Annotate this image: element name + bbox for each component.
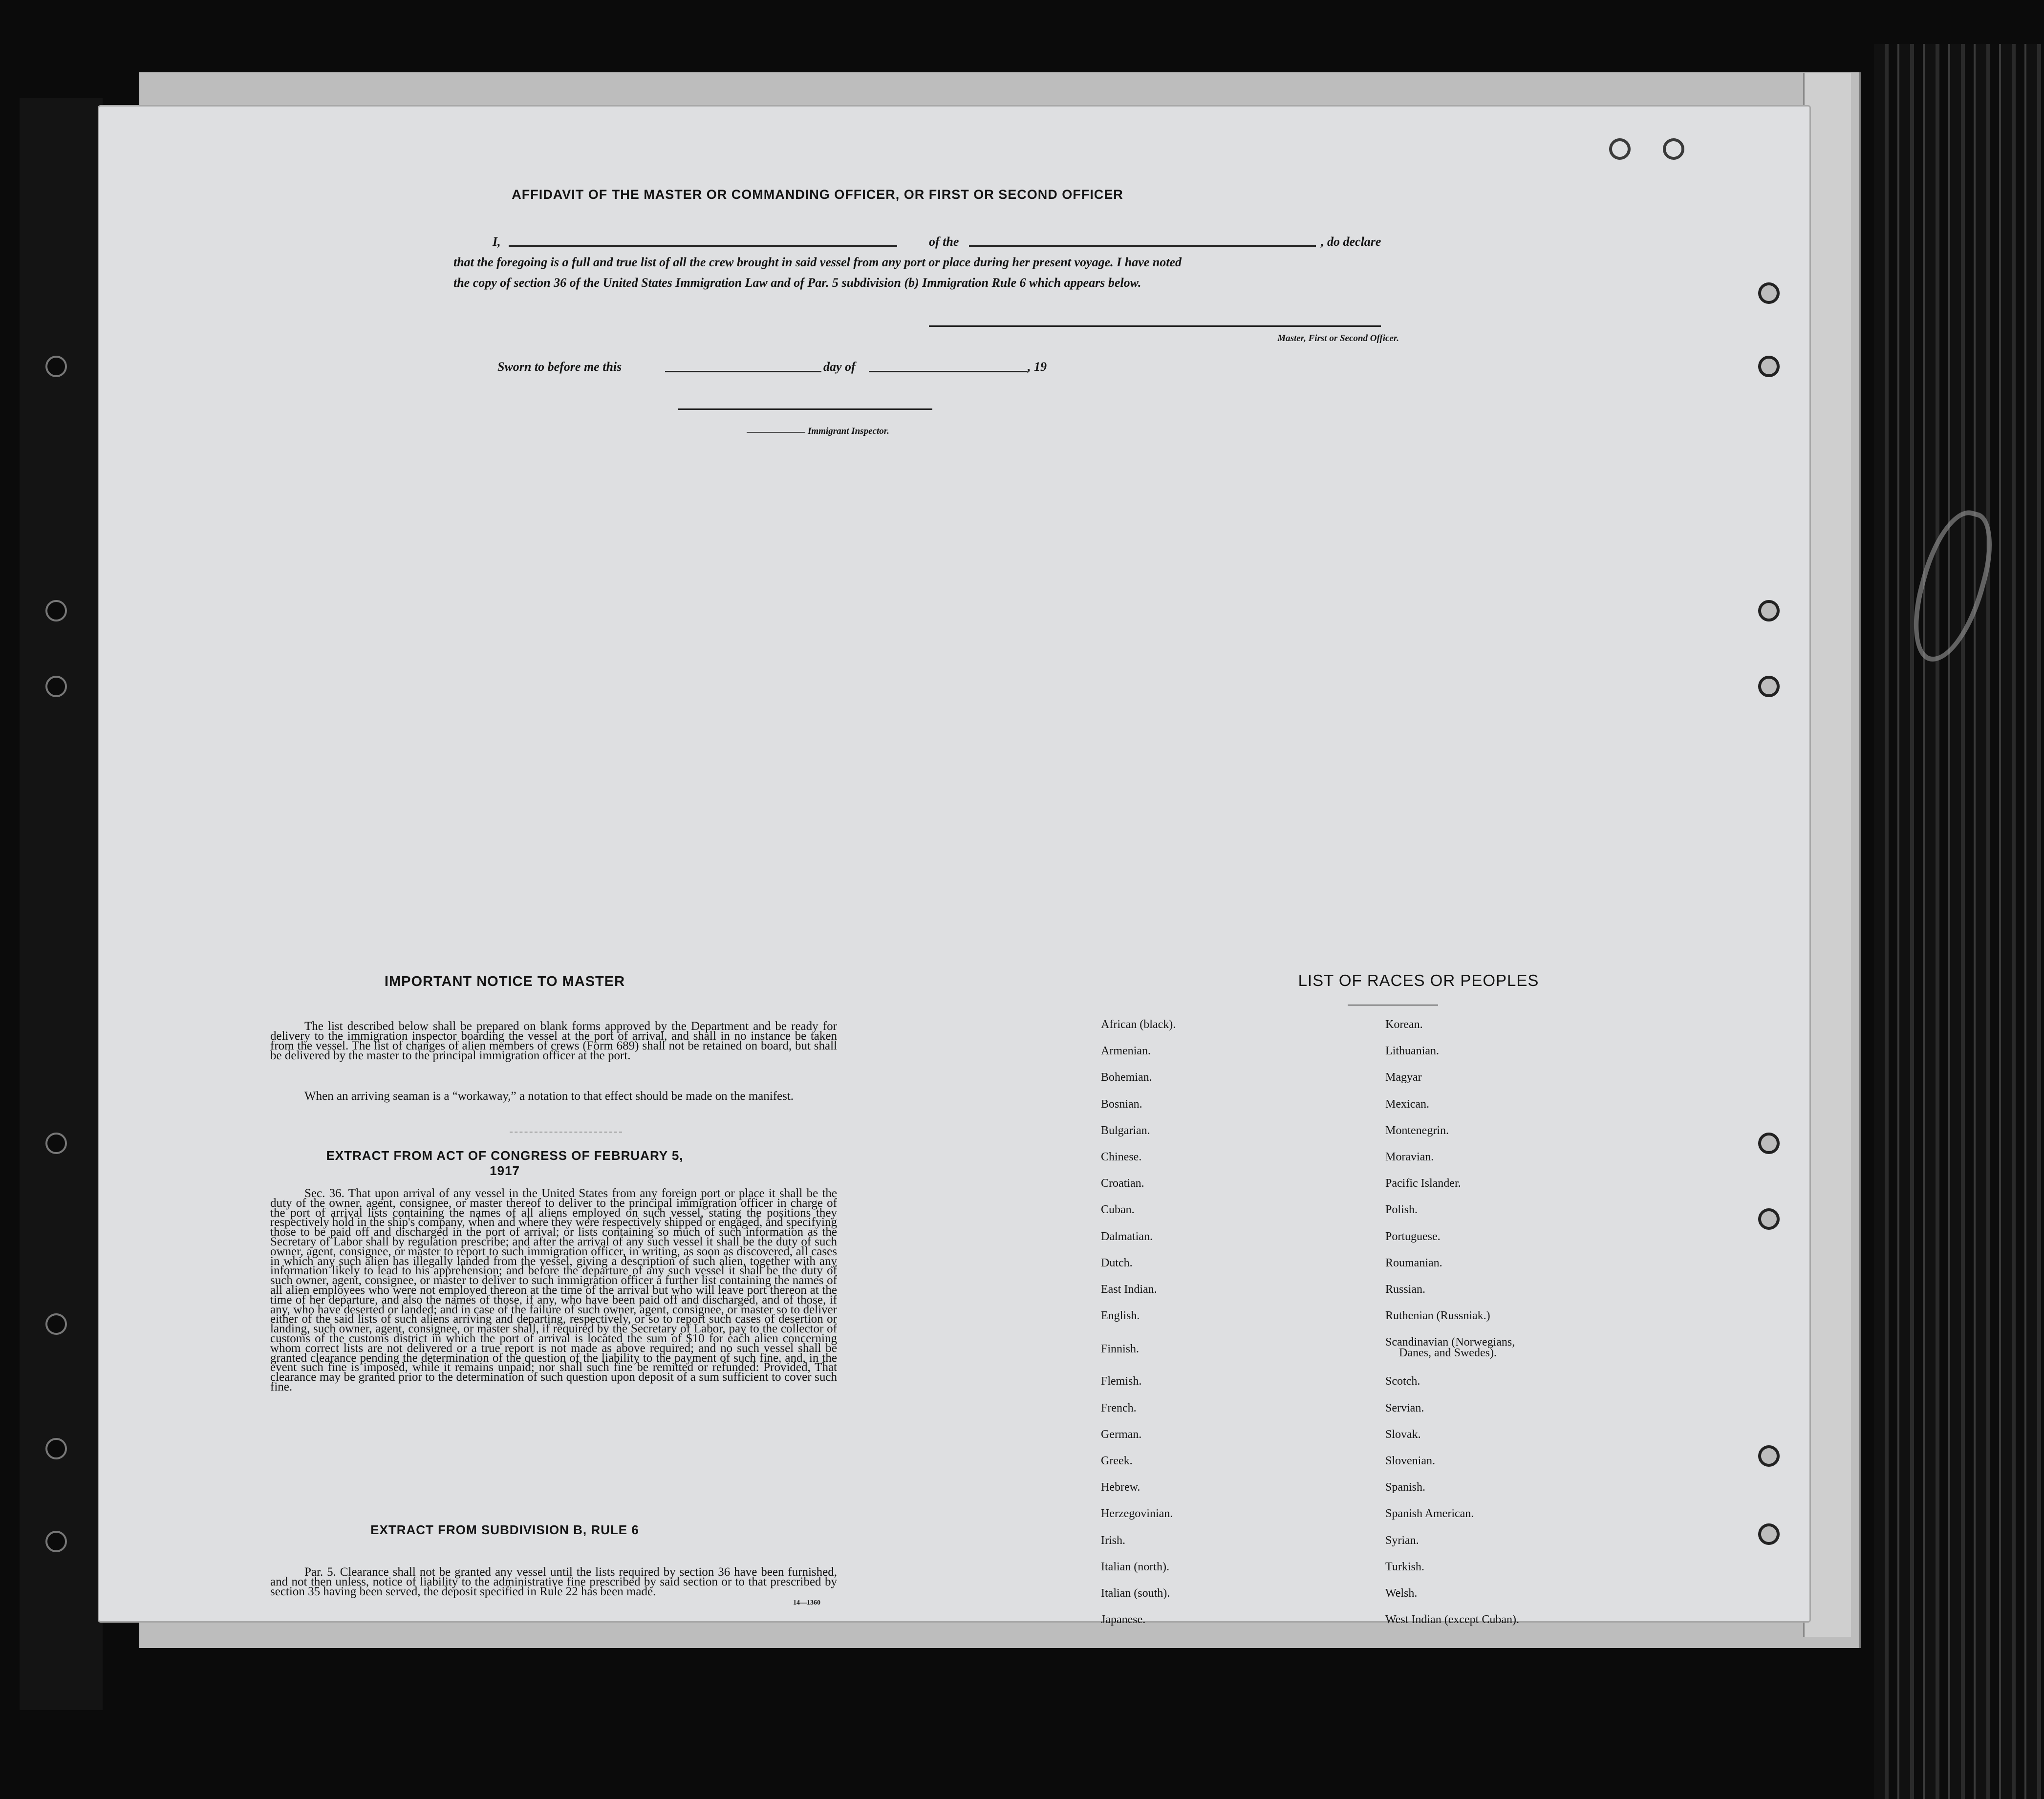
ring-hole [1758,1133,1780,1154]
race-item: Irish. [1101,1534,1125,1547]
name-blank-line [509,245,897,247]
race-item: Scotch. [1385,1375,1420,1388]
notice-title: IMPORTANT NOTICE TO MASTER [384,974,625,989]
ring-hole [1758,1523,1780,1545]
race-item: Italian (north). [1101,1560,1169,1573]
race-item: Moravian. [1385,1151,1434,1163]
race-item: Cuban. [1101,1203,1135,1217]
document-page [98,105,1811,1627]
ring-hole [1758,282,1780,304]
sworn-month-blank [869,371,1028,372]
race-item: Finnish. [1101,1343,1140,1356]
race-item: Russian. [1385,1283,1426,1296]
race-item: Mexican. [1385,1097,1429,1111]
ring-hole [1758,600,1780,621]
race-item: Italian (south). [1101,1587,1170,1600]
punch-hole [45,1438,67,1459]
race-item: Herzegovinian. [1101,1507,1173,1521]
punch-hole [45,1133,67,1154]
race-item: Croatian. [1101,1177,1144,1190]
inspector-label: Immigrant Inspector. [808,426,889,436]
race-item: Lithuanian. [1385,1045,1439,1058]
signature-line [929,325,1381,327]
race-item: Armenian. [1101,1045,1151,1058]
sworn-year: , 19 [1028,360,1047,374]
race-item: Dalmatian. [1101,1230,1153,1243]
race-item: Dutch. [1101,1256,1133,1269]
race-item-continuation: Danes, and Swedes). [1399,1347,1497,1360]
race-item: Bulgarian. [1101,1124,1150,1137]
race-item: Roumanian. [1385,1256,1442,1269]
inspector-signature-line [678,408,932,410]
affidavit-i: I, [493,235,501,249]
section-divider [510,1132,622,1133]
ring-hole [1758,1445,1780,1467]
race-item: Magyar [1385,1071,1422,1084]
race-item: French. [1101,1401,1137,1414]
race-item: African (black). [1101,1018,1176,1031]
race-item: Chinese. [1101,1151,1142,1163]
affidavit-of-the: of the [929,235,959,249]
race-item: West Indian (except Cuban). [1385,1613,1519,1627]
race-item: Pacific Islander. [1385,1177,1461,1190]
races-list-right [1385,1019,1727,1630]
races-title: LIST OF RACES OR PEOPLES [1298,971,1539,989]
race-item: East Indian. [1101,1283,1157,1296]
race-item: Japanese. [1101,1613,1146,1627]
race-item: Welsh. [1385,1587,1418,1600]
ring-hole [1758,1208,1780,1230]
punch-hole [45,676,67,697]
form-number: 14—1360 [793,1599,820,1606]
signature-label: Master, First or Second Officer. [1277,333,1399,343]
inspector-label-underline [747,432,805,433]
races-title-underline [1348,1005,1438,1006]
punch-hole [45,1313,67,1335]
extract1-text: Sec. 36. That upon arrival of any vessel in the United States from any foreign port or place it shall be the duty of the owner, agent, consignee, or master thereof to deliver to the principal immigration officer in charge of the port of arrival lists containing the names of all aliens employed on such vessel, stating the positions they respectively hold in the ship's company, when and where they were respectively shipped or engaged, and specifying those to be paid off and discharged in the port of arrival; or lists containing so much of such information as the Secretary of Labor shall by regulation prescribe; and after the arrival of any such vessel it shall be the duty of such owner, agent, consignee, or master to report to such immigration officer, in writing, as soon as discovered, all cases in which any such alien has illegally landed from the vessel, giving a description of such alien, together with any information likely to lead to his apprehension; and before the departure of any such vessel it shall be the duty of such owner, agent, consignee, or master to deliver to such immigration officer a further list containing the names of all alien employees who were not employed thereon at the time of the arrival but who will leave port thereon at the time of her departure, and also the names of those, if any, who have been paid off and discharged, and of those, if any, who have deserted or landed; and in case of the failure of such owner, agent, consignee, or master so to deliver either of the said lists of such aliens arriving and departing, respectively, or so to report such cases of desertion or landing, such owner, agent, consignee, or master shall, if required by the Secretary of Labor, pay to the collector of customs of the customs district in which the port of arrival is located the sum of $10 for each alien concerning whom correct lists are not delivered or a true report is not made as above required; and no such vessel shall be granted clearance pending the determination of the question of the liability to the payment of such fine, and, in the event such fine is imposed, while it remains unpaid; nor shall such fine be remitted or refunded: Provided, That clearance may be granted prior to the determination of such question upon deposit of a sum sufficient to cover such fine. [270,1187,837,1393]
race-item: Ruthenian (Russniak.) [1385,1309,1490,1323]
affidavit-title: AFFIDAVIT OF THE MASTER OR COMMANDING OFFICER, OR FIRST OR SECOND OFFICER [512,187,1123,202]
affidavit-line-3: the copy of section 36 of the United States Immigration Law and of Par. 5 subdivision (b) Immigration Rule 6 which appears below. [453,276,1141,290]
book-binding [1874,44,2044,1799]
race-item: Hebrew. [1101,1481,1140,1494]
race-item: Korean. [1385,1018,1423,1031]
race-item: German. [1101,1428,1142,1441]
affidavit-declare: , do declare [1321,235,1381,249]
ring-hole [1609,138,1631,160]
scan-left-edge [20,98,103,1710]
notice-paragraph-2 [270,1092,837,1101]
extract2-text: Par. 5. Clearance shall not be granted any vessel until the lists required by section 36 have been furnished, and not then unless, notice of liability to the administrative fine prescribed by said section or to that prescribed by section 35 having been served, the deposit specified in Rule 22 has been made. [270,1565,837,1598]
extract2-body [270,1567,837,1597]
race-item: Spanish American. [1385,1507,1474,1521]
punch-hole [45,1531,67,1552]
punch-hole [45,356,67,377]
sworn-day-of: day of [823,360,856,374]
race-item: Syrian. [1385,1534,1419,1547]
race-item: Turkish. [1385,1560,1424,1573]
race-item: Greek. [1101,1455,1133,1467]
extract2-title: EXTRACT FROM SUBDIVISION B, RULE 6 [370,1522,639,1537]
ring-hole [1663,138,1684,160]
race-item: Spanish. [1385,1481,1426,1494]
race-item: Bohemian. [1101,1071,1152,1084]
race-item: Portuguese. [1385,1230,1441,1243]
extract1-body [270,1189,837,1392]
sworn-text: Sworn to before me this [497,360,622,374]
race-item: English. [1101,1309,1140,1323]
ring-hole [1758,356,1780,377]
race-item: Polish. [1385,1203,1418,1217]
extract1-title: EXTRACT FROM ACT OF CONGRESS OF FEBRUARY 5, 1917 [326,1148,684,1178]
race-item: Montenegrin. [1385,1124,1449,1137]
vessel-blank-line [969,245,1316,247]
ring-hole [1758,676,1780,697]
race-item: Slovak. [1385,1428,1421,1441]
notice-paragraph-1 [270,1022,837,1061]
sworn-day-blank [665,371,821,372]
race-item: Scandinavian (Norwegians, [1385,1336,1515,1349]
notice-paragraph-2-text: When an arriving seaman is a “workaway,” a notation to that effect should be made on the manifest. [304,1090,794,1103]
affidavit-line-2: that the foregoing is a full and true list of all the crew brought in said vessel from any port or place during her present voyage. I have noted [453,255,1182,269]
race-item: Bosnian. [1101,1097,1142,1111]
race-item: Servian. [1385,1401,1424,1414]
punch-hole [45,600,67,621]
race-item: Slovenian. [1385,1455,1435,1467]
race-item: Flemish. [1101,1375,1142,1388]
races-list-left [1101,1019,1345,1630]
notice-paragraph-1-text: The list described below shall be prepared on blank forms approved by the Department and be ready for delivery to the immigration inspector boarding the vessel at the port of arrival, and shall in no instance be taken from the vessel. The list of changes of alien members of crews (Form 689) shall not be retained on board, but shall be delivered by the master to the principal immigration officer at the port. [270,1020,837,1062]
